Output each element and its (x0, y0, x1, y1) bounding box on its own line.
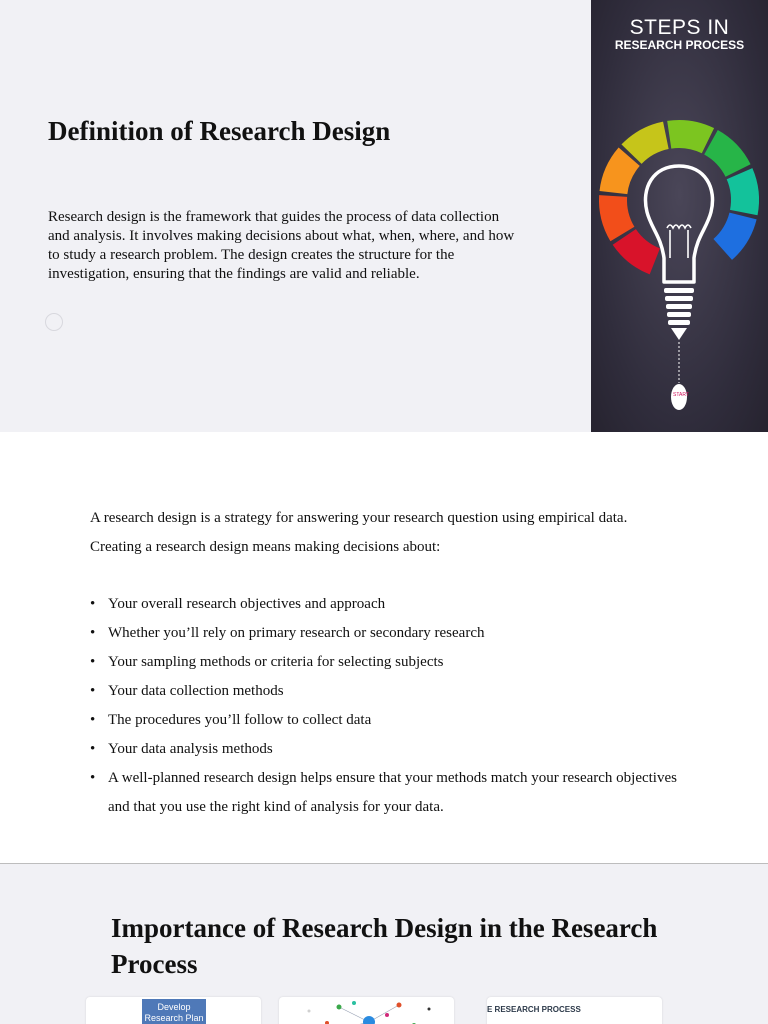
bulb-outline (645, 166, 712, 282)
importance-slide (0, 864, 768, 1024)
infographic-title-line2: RESEARCH PROCESS (614, 38, 745, 52)
slide-title: Definition of Research Design (48, 116, 391, 146)
thumbnail-research-process[interactable] (487, 997, 662, 1024)
list-item: • A well-planned research design helps ensure that your methods match your research objectives and that you use the right kind of analysis for your data. (90, 764, 680, 822)
decision-list (90, 590, 680, 822)
research-process-label: E RESEARCH PROCESS (487, 1005, 581, 1014)
definition-paragraph: Research design is the framework that guides the process of data collection and analysis. It involves making decisions about what, when, where, and how to study a research problem. The design creates the structure for the investigation, ensuring that the findings are valid and reliable. (48, 209, 515, 282)
infographic-title (591, 18, 768, 52)
plan-box-label: Develop Research Plan (142, 999, 206, 1024)
process-step-segment (704, 130, 750, 177)
infographic-title-line1: STEPS IN (629, 16, 730, 39)
bulb-filament (667, 225, 691, 258)
list-item: • Your sampling methods or criteria for selecting subjects (90, 648, 680, 677)
list-item: • Whether you’ll rely on primary research or secondary research (90, 619, 680, 648)
process-ring (599, 120, 759, 274)
start-label: START (673, 392, 689, 398)
intro-line-2: Creating a research design means making decisions about: (90, 539, 441, 555)
list-item: • Your data collection methods (90, 677, 680, 706)
circle-marker (45, 313, 63, 331)
list-item: • Your data analysis methods (90, 735, 680, 764)
bulb-base (664, 288, 694, 340)
list-item: • The procedures you’ll follow to collect data (90, 706, 680, 735)
list-item: • Your overall research objectives and approach (90, 590, 680, 619)
lightbulb-icon (591, 60, 768, 432)
importance-title: Importance of Research Design in the Research Process (111, 913, 658, 979)
strategy-slide (0, 432, 768, 864)
steps-infographic (591, 0, 768, 432)
thumbnail-network-diagram[interactable] (279, 997, 454, 1024)
network-diagram-icon (279, 997, 454, 1024)
intro-text (90, 504, 690, 562)
definition-slide (0, 0, 768, 432)
process-step-segment (727, 168, 759, 215)
thumbnail-research-plan[interactable] (86, 997, 261, 1024)
process-step-segment (713, 213, 756, 260)
intro-line-1: A research design is a strategy for answering your research question using empirical data. (90, 510, 628, 526)
process-step-segment (667, 120, 714, 153)
process-step-segment (613, 229, 660, 274)
